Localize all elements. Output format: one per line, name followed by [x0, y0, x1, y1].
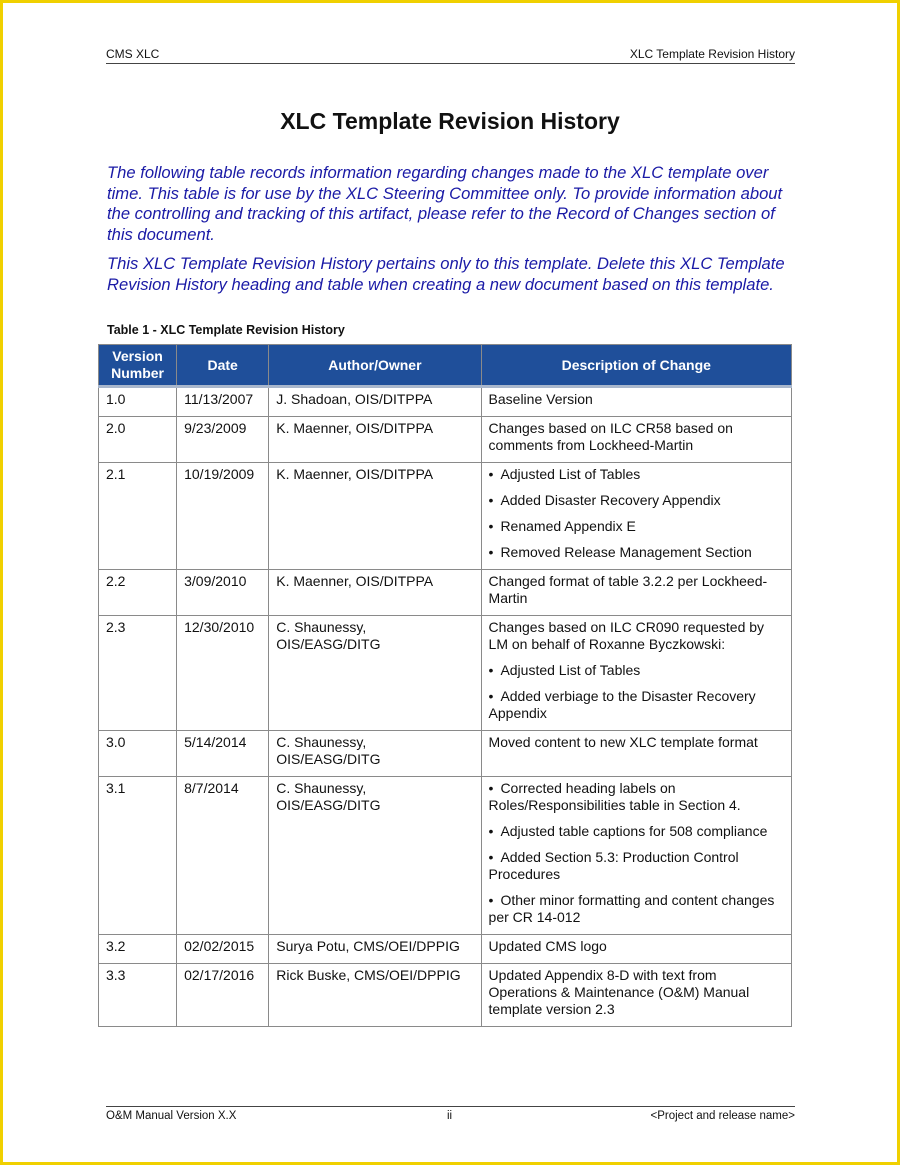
cell-description	[481, 964, 791, 1027]
cell-description	[481, 570, 791, 616]
cell-date: 02/17/2016	[177, 964, 269, 1027]
description-text: Changes based on ILC CR090 requested by LM on behalf of Roxanne Byczkowski:	[488, 619, 765, 652]
description-bullet: • Adjusted List of Tables	[489, 466, 784, 483]
cell-description	[481, 935, 791, 964]
cell-version: 2.1	[99, 463, 177, 570]
description-text: Moved content to new XLC template format	[488, 734, 758, 750]
cell-description	[481, 616, 791, 731]
cell-date: 12/30/2010	[177, 616, 269, 731]
table-header-row	[99, 345, 792, 387]
table-row	[99, 417, 792, 463]
cell-author: Rick Buske, CMS/OEI/DPPIG	[269, 964, 481, 1027]
description-bullet-list	[489, 466, 784, 561]
description-bullet: • Removed Release Management Section	[489, 544, 784, 561]
cell-version: 2.0	[99, 417, 177, 463]
description-text: Updated CMS logo	[488, 938, 607, 954]
table-caption: Table 1 - XLC Template Revision History	[107, 323, 345, 337]
cell-author: K. Maenner, OIS/DITPPA	[269, 463, 481, 570]
intro-paragraph-2: This XLC Template Revision History pertains only to this template. Delete this XLC Template Revision History heading and table when creating a new document based on this template.	[107, 254, 785, 294]
cell-author: C. Shaunessy, OIS/EASG/DITG	[269, 731, 481, 777]
cell-version: 3.3	[99, 964, 177, 1027]
revision-history-table	[98, 344, 792, 1027]
description-bullet: • Renamed Appendix E	[489, 518, 784, 535]
cell-author: K. Maenner, OIS/DITPPA	[269, 417, 481, 463]
cell-version: 3.2	[99, 935, 177, 964]
cell-date: 9/23/2009	[177, 417, 269, 463]
footer-left: O&M Manual Version X.X	[106, 1110, 237, 1122]
table-row	[99, 570, 792, 616]
cell-description	[481, 387, 791, 417]
table-row	[99, 463, 792, 570]
description-bullet-list	[489, 662, 784, 722]
footer-rule	[106, 1106, 795, 1107]
cell-author: C. Shaunessy, OIS/EASG/DITG	[269, 777, 481, 935]
description-bullet-list	[489, 780, 784, 926]
cell-author: C. Shaunessy, OIS/EASG/DITG	[269, 616, 481, 731]
description-bullet: • Adjusted List of Tables	[489, 662, 784, 679]
cell-version: 1.0	[99, 387, 177, 417]
description-bullet: • Other minor formatting and content changes per CR 14-012	[489, 892, 784, 926]
table-body	[99, 387, 792, 1027]
header-right: XLC Template Revision History	[629, 47, 795, 61]
cell-date: 8/7/2014	[177, 777, 269, 935]
cell-version: 2.3	[99, 616, 177, 731]
cell-description	[481, 777, 791, 935]
cell-date: 5/14/2014	[177, 731, 269, 777]
table-row	[99, 616, 792, 731]
column-header-date: Date	[177, 345, 269, 387]
cell-date: 11/13/2007	[177, 387, 269, 417]
cell-author: Surya Potu, CMS/OEI/DPPIG	[269, 935, 481, 964]
cell-version: 2.2	[99, 570, 177, 616]
header-left: CMS XLC	[106, 47, 160, 61]
page-number: ii	[447, 1110, 453, 1122]
page-title: XLC Template Revision History	[280, 108, 620, 134]
description-text: Changes based on ILC CR58 based on comments from Lockheed-Martin	[488, 420, 733, 453]
cell-version: 3.0	[99, 731, 177, 777]
table-row	[99, 731, 792, 777]
description-bullet: • Adjusted table captions for 508 compliance	[489, 823, 784, 840]
table-row	[99, 964, 792, 1027]
footer-right: <Project and release name>	[650, 1110, 795, 1122]
cell-date: 10/19/2009	[177, 463, 269, 570]
cell-description	[481, 463, 791, 570]
description-bullet: • Added Section 5.3: Production Control Procedures	[489, 849, 784, 883]
header-rule	[106, 63, 795, 64]
description-bullet: • Added Disaster Recovery Appendix	[489, 492, 784, 509]
cell-author: J. Shadoan, OIS/DITPPA	[269, 387, 481, 417]
description-bullet: • Added verbiage to the Disaster Recovery Appendix	[489, 688, 784, 722]
column-header-author: Author/Owner	[269, 345, 481, 387]
column-header-version: Version Number	[99, 345, 177, 387]
intro-paragraph-1: The following table records information regarding changes made to the XLC template over time. This table is for use by the XLC Steering Committee only. To provide information about the controlling and tracking of this artifact, please refer to the Record of Changes section of this document.	[107, 163, 783, 244]
cell-author: K. Maenner, OIS/DITPPA	[269, 570, 481, 616]
cell-version: 3.1	[99, 777, 177, 935]
description-bullet: • Corrected heading labels on Roles/Responsibilities table in Section 4.	[489, 780, 784, 814]
description-text: Baseline Version	[488, 391, 593, 407]
description-text: Updated Appendix 8-D with text from Operations & Maintenance (O&M) Manual template version 2.3	[488, 967, 750, 1017]
column-header-description: Description of Change	[481, 345, 791, 387]
table-row	[99, 387, 792, 417]
table-row	[99, 935, 792, 964]
description-text: Changed format of table 3.2.2 per Lockheed-Martin	[488, 573, 768, 606]
table-row	[99, 777, 792, 935]
cell-description	[481, 417, 791, 463]
cell-description	[481, 731, 791, 777]
cell-date: 02/02/2015	[177, 935, 269, 964]
cell-date: 3/09/2010	[177, 570, 269, 616]
